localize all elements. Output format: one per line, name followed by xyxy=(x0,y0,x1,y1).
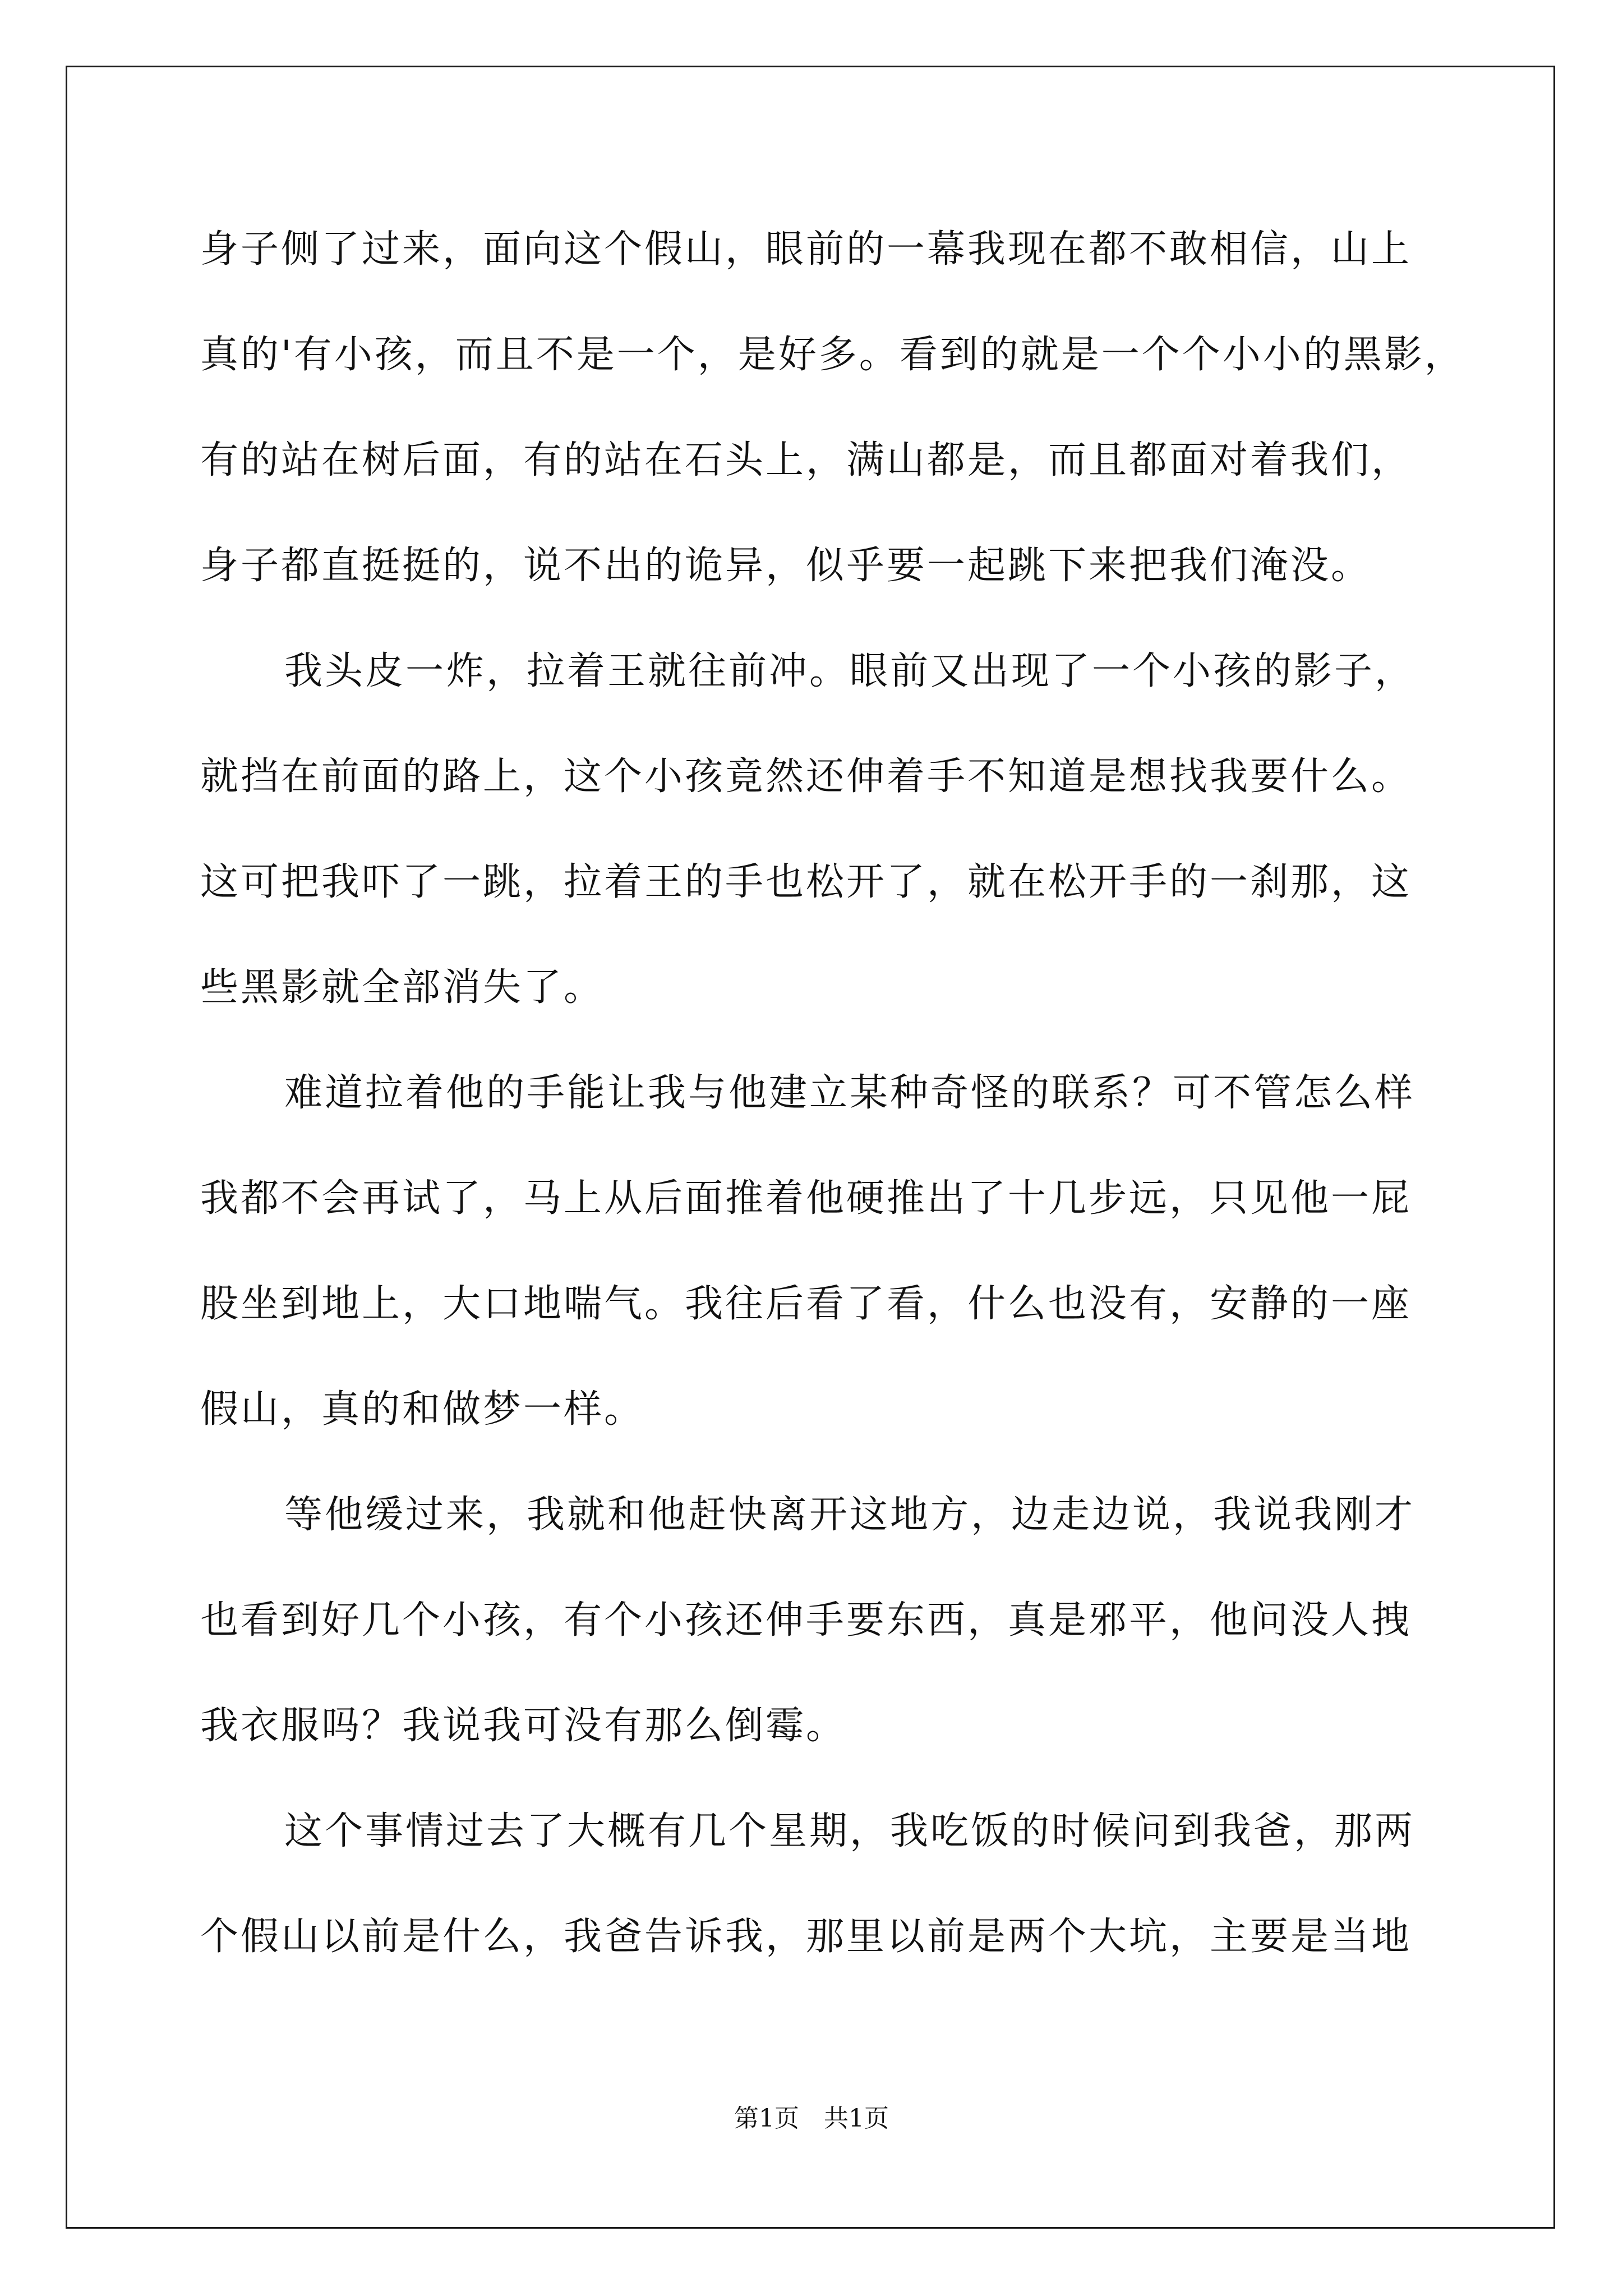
paragraph-5-line-2: 个假山以前是什么，我爸告诉我，那里以前是两个大坑，主要是当地 xyxy=(200,1915,1412,1959)
paragraph-4-line-2: 也看到好几个小孩，有个小孩还伸手要东西，真是邪平，他问没人拽 xyxy=(200,1598,1412,1642)
paragraph-3-line-3: 股坐到地上，大口地喘气。我往后看了看，什么也没有，安静的一座 xyxy=(200,1282,1412,1326)
paragraph-3-line-2: 我都不会再试了，马上从后面推着他硬推出了十几步远，只见他一屁 xyxy=(200,1176,1412,1221)
page-footer xyxy=(0,2098,1623,2134)
paragraph-2-line-4: 些黑影就全部消失了。 xyxy=(200,965,605,1010)
page-number: 第1页 xyxy=(734,2104,799,2133)
paragraph-3-line-1: 难道拉着他的手能让我与他建立某种奇怪的联系？可不管怎么样 xyxy=(284,1071,1415,1115)
paragraph-2-line-1: 我头皮一炸，拉着王就往前冲。眼前又出现了一个小孩的影子， xyxy=(284,649,1415,693)
paragraph-5-line-1: 这个事情过去了大概有几个星期，我吃饭的时候问到我爸，那两 xyxy=(284,1809,1415,1853)
paragraph-1-line-3: 有的站在树后面，有的站在石头上，满山都是，而且都面对着我们， xyxy=(200,438,1412,482)
paragraph-1-line-2: 真的'有小孩，而且不是一个，是好多。看到的就是一个个小小的黑影， xyxy=(200,333,1465,377)
paragraph-3-line-4: 假山，真的和做梦一样。 xyxy=(200,1387,645,1432)
paragraph-4-line-1: 等他缓过来，我就和他赶快离开这地方，边走边说，我说我刚才 xyxy=(284,1493,1415,1537)
page-total: 共1页 xyxy=(824,2104,889,2133)
paragraph-2-line-2: 就挡在前面的路上，这个小孩竟然还伸着手不知道是想找我要什么。 xyxy=(200,754,1412,799)
paragraph-2-line-3: 这可把我吓了一跳，拉着王的手也松开了，就在松开手的一刹那，这 xyxy=(200,860,1412,904)
paragraph-4-line-3: 我衣服吗？我说我可没有那么倒霉。 xyxy=(200,1704,847,1748)
document-body xyxy=(200,222,1490,2014)
paragraph-1-line-1: 身子侧了过来，面向这个假山，眼前的一幕我现在都不敢相信，山上 xyxy=(200,227,1412,272)
paragraph-1-line-4: 身子都直挺挺的，说不出的诡异，似乎要一起跳下来把我们淹没。 xyxy=(200,544,1372,588)
